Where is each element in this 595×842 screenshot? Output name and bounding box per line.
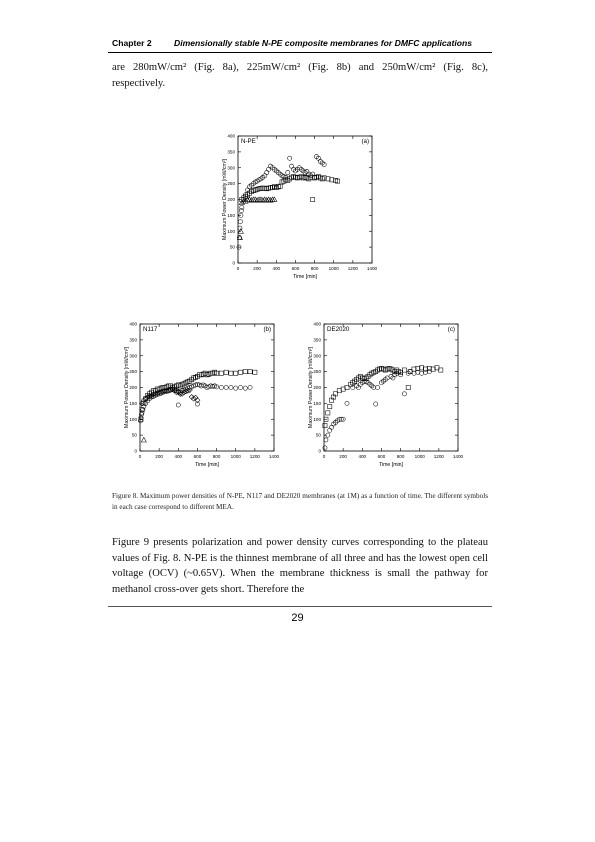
plot-frame — [324, 324, 458, 451]
panel-label: (c) — [447, 326, 455, 333]
data-point-square — [311, 197, 315, 201]
page-number: 29 — [291, 612, 304, 624]
data-point-square — [248, 370, 252, 374]
y-tick-label: 300 — [227, 165, 235, 171]
x-tick-label: 600 — [291, 266, 300, 271]
x-axis-label: Time [min] — [378, 462, 404, 468]
data-point-circle — [288, 156, 292, 160]
y-tick-label: 350 — [313, 337, 321, 343]
x-tick-label: 1000 — [230, 454, 241, 459]
y-axis-label: Maximum Power Density [mW/cm²] — [124, 347, 130, 428]
chart-n117 — [122, 318, 282, 478]
x-tick-label: 0 — [138, 454, 142, 459]
x-tick-label: 1200 — [433, 454, 444, 459]
x-tick-label: 1400 — [366, 266, 378, 271]
y-tick-label: 300 — [129, 353, 137, 359]
data-point-circle — [176, 403, 180, 407]
data-point-square — [219, 371, 223, 375]
panel-label: (a) — [361, 138, 369, 145]
data-point-circle — [374, 402, 378, 406]
x-tick-label: 800 — [310, 266, 319, 271]
data-point-circle — [420, 371, 424, 375]
x-tick-label: 400 — [272, 266, 281, 271]
data-point-circle — [240, 205, 244, 209]
y-tick-label: 250 — [313, 369, 321, 375]
data-point-circle — [224, 385, 228, 389]
y-tick-label: 50 — [315, 432, 321, 438]
x-tick-label: 600 — [193, 454, 202, 459]
y-tick-label: 250 — [129, 369, 137, 375]
data-point-triangle — [141, 437, 146, 442]
data-point-circle — [229, 385, 233, 389]
y-tick-label: 100 — [227, 228, 235, 234]
chapter-label: Chapter 2 — [112, 38, 152, 48]
data-point-square — [243, 370, 247, 374]
y-tick-label: 250 — [227, 181, 235, 187]
y-tick-label: 350 — [227, 149, 235, 155]
data-point-circle — [219, 385, 223, 389]
data-point-circle — [345, 401, 349, 405]
data-point-circle — [328, 428, 332, 432]
x-axis-label: Time [min] — [292, 274, 318, 280]
header-rule — [108, 52, 492, 53]
y-tick-label: 0 — [134, 448, 137, 454]
data-point-circle — [248, 385, 252, 389]
data-point-square — [229, 371, 233, 375]
x-tick-label: 0 — [322, 454, 326, 459]
figure-caption: Figure 8. Maximum power densities of N-PE, N117 and DE2020 membranes (at 1M) as a function of time. The different symbols in each case correspond to different MEA. — [112, 492, 488, 511]
data-point-circle — [290, 164, 294, 168]
y-tick-label: 400 — [227, 133, 235, 139]
x-tick-label: 200 — [155, 454, 163, 459]
y-axis-label: Maximum Power Density [mW/cm²] — [308, 347, 314, 428]
data-point-square — [238, 370, 242, 374]
y-tick-label: 50 — [131, 432, 137, 438]
data-point-circle — [323, 446, 327, 450]
y-tick-label: 150 — [129, 400, 137, 406]
data-point-circle — [402, 392, 406, 396]
data-point-circle — [234, 386, 238, 390]
data-point-circle — [243, 386, 247, 390]
intro-paragraph: are 280mW/cm² (Fig. 8a), 225mW/cm² (Fig. 8b) and 250mW/cm² (Fig. 8c), respectively. — [112, 62, 488, 89]
data-point-square — [234, 371, 238, 375]
chart-title: N117 — [143, 326, 158, 333]
data-point-square — [253, 370, 257, 374]
x-tick-label: 400 — [358, 454, 367, 459]
x-tick-label: 200 — [253, 266, 261, 271]
footer-rule — [108, 606, 492, 607]
y-tick-label: 150 — [227, 212, 235, 218]
data-point-square — [323, 424, 327, 428]
x-tick-label: 800 — [396, 454, 405, 459]
y-tick-label: 100 — [313, 416, 321, 422]
x-tick-label: 400 — [174, 454, 183, 459]
x-tick-label: 0 — [236, 266, 240, 271]
data-point-square — [406, 385, 410, 389]
y-tick-label: 0 — [232, 260, 235, 266]
x-tick-label: 1400 — [268, 454, 280, 459]
body-paragraph: Figure 9 presents polarization and power density curves corresponding to the plateau values of Fig. 8. N-PE is the thinnest membrane of all three and has the lowest open cell voltage (OCV) (~0.65V). When the membrane thickness is small the pathway for methanol cross-over gets short. Therefore the — [112, 537, 488, 595]
y-tick-label: 200 — [129, 385, 137, 391]
y-tick-label: 100 — [129, 416, 137, 422]
y-tick-label: 300 — [313, 353, 321, 359]
x-axis-label: Time [min] — [194, 462, 220, 468]
chart-title: N-PE — [241, 138, 256, 145]
chapter-title: Dimensionally stable N-PE composite membranes for DMFC applications — [174, 38, 472, 48]
y-tick-label: 350 — [129, 337, 137, 343]
y-tick-label: 200 — [227, 197, 235, 203]
y-tick-label: 150 — [313, 400, 321, 406]
y-axis-label: Maximum Power Density [mW/cm²] — [222, 159, 228, 240]
chart-de2020 — [306, 318, 466, 478]
x-tick-label: 200 — [339, 454, 347, 459]
y-tick-label: 400 — [313, 321, 321, 327]
x-tick-label: 1000 — [414, 454, 425, 459]
y-tick-label: 200 — [313, 385, 321, 391]
chart-title: DE2020 — [327, 326, 350, 333]
data-point-square — [224, 370, 228, 374]
x-tick-label: 800 — [212, 454, 221, 459]
data-point-square — [328, 404, 332, 408]
panel-label: (b) — [263, 326, 271, 333]
x-tick-label: 1400 — [452, 454, 464, 459]
data-point-circle — [286, 170, 290, 174]
data-point-circle — [330, 425, 334, 429]
data-point-square — [326, 411, 330, 415]
y-tick-label: 50 — [229, 244, 235, 250]
data-point-circle — [265, 170, 269, 174]
chart-npe — [220, 130, 380, 290]
x-tick-label: 1200 — [249, 454, 260, 459]
data-point-circle — [238, 220, 242, 224]
y-tick-label: 0 — [318, 448, 321, 454]
x-tick-label: 600 — [377, 454, 386, 459]
y-tick-label: 400 — [129, 321, 137, 327]
data-point-circle — [238, 385, 242, 389]
x-tick-label: 1000 — [328, 266, 339, 271]
data-point-circle — [324, 438, 328, 442]
x-tick-label: 1200 — [347, 266, 358, 271]
